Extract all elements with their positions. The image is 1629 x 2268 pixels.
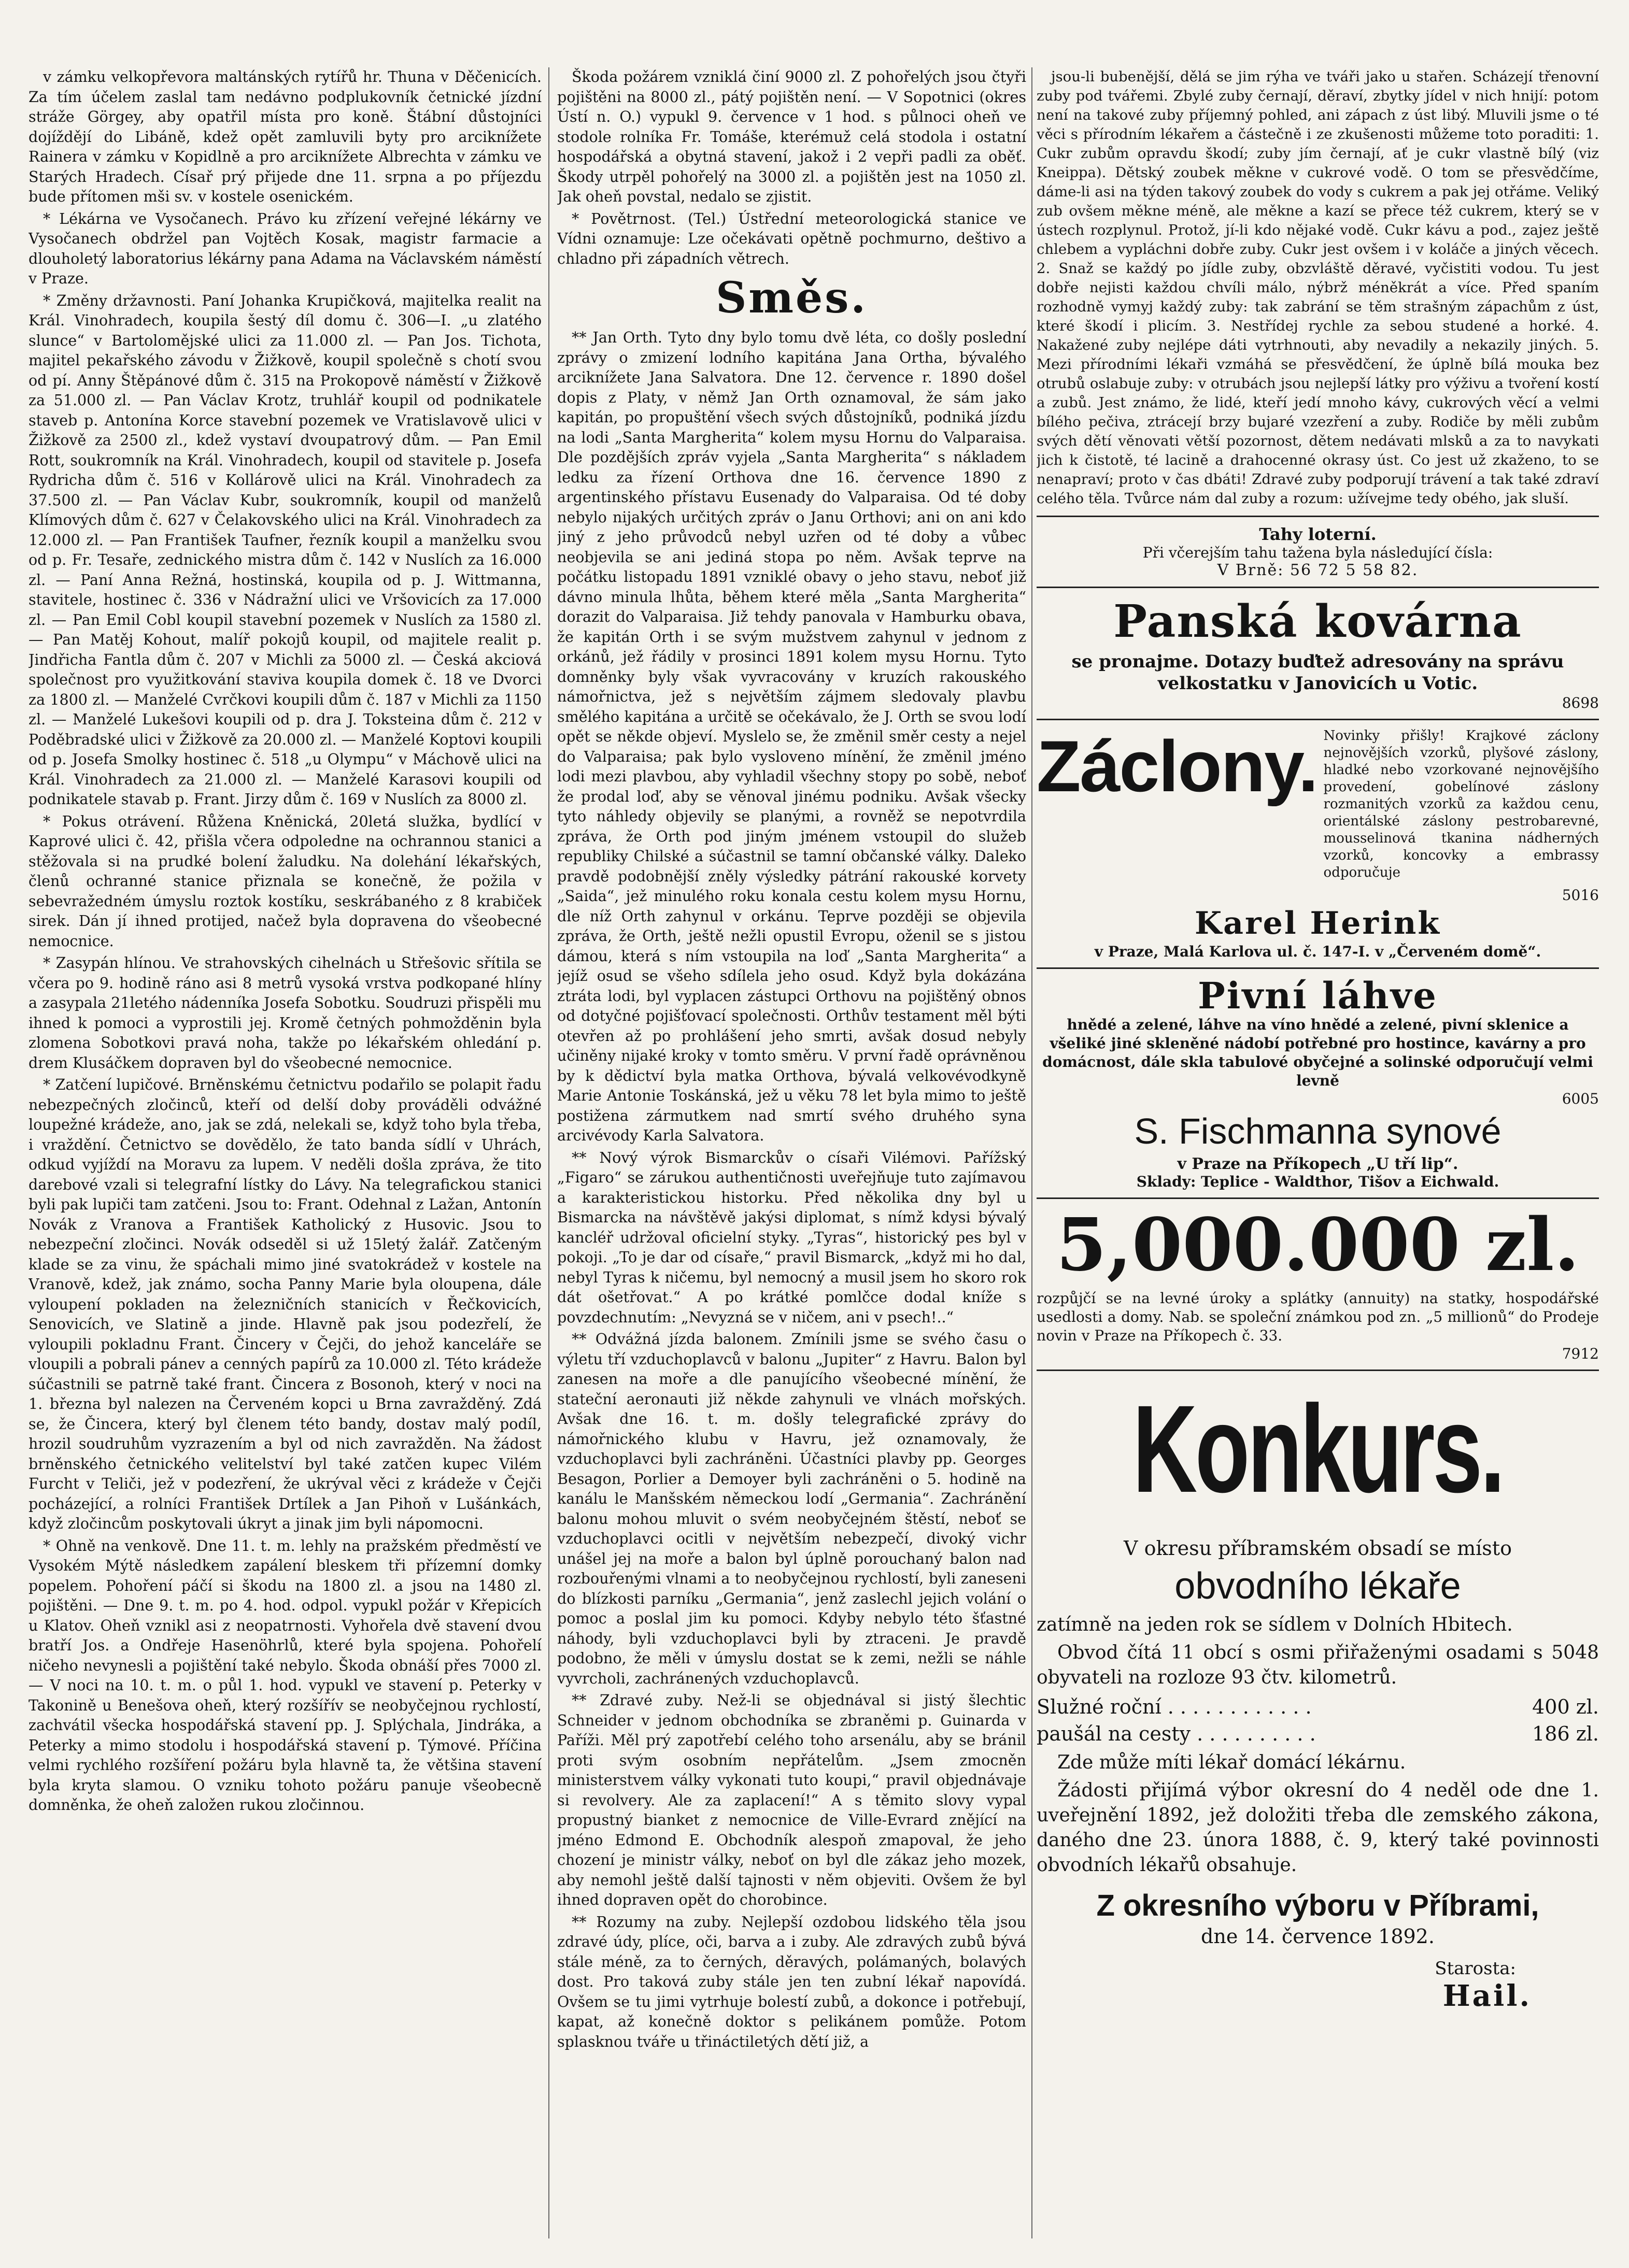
column-1 — [29, 67, 542, 2238]
column-2 — [557, 67, 1026, 2238]
ad-money-text: rozpůjčí se na levné úroky a splátky (annuity) na statky, hospodářské usedlosti a domy. Nab. se společní známkou pod zn. „5 millionů“ do Prodeje novin v Praze na Příkopech č. 33. — [1037, 1290, 1599, 1344]
konkurs-paragraph: Zde může míti lékař domácí lékárnu. — [1057, 1752, 1406, 1773]
ad-kovarna-text: se pronajme. Dotazy buďtež adresovány na správu velkostatku v Janovicích u Votic. — [1071, 651, 1564, 694]
ad-herink-address: v Praze, Malá Karlova ul. č. 147-I. v „Červeném domě“. — [1094, 943, 1541, 960]
ad-fischmann-stores: Sklady: Teplice - Waldthor, Tišov a Eichwald. — [1136, 1173, 1499, 1190]
lottery-values: 56 72 5 58 82. — [1290, 561, 1419, 579]
divider — [1037, 719, 1599, 720]
ad-lahve-text: hnědé a zelené, láhve na víno hnědé a zelené, pivní sklenice a všeliké jiné skleněné nádobí potřebné pro hostince, kavárny a pro domácnost, dále skla tabulové obyčejné a solinské odporučují velmi levně — [1042, 1016, 1593, 1089]
fee-value: 186 zl. — [1532, 1722, 1599, 1745]
ad-zaclony-title: Záclony. — [1037, 725, 1318, 807]
fee-label: Služné roční . . . . . . . . . . . . — [1037, 1695, 1312, 1718]
ad-herink-name: Karel Herink — [1195, 905, 1441, 942]
article-paragraph: jsou-li bubenější, dělá se jim rýha ve tváři jako u stařen. Scházejí třenovní zuby pod tvářemi. Zbylé zuby černají, děraví, zbytky jídel v nich hnijí: potom není na takové zuby příjemný pohled, ani zápach z úst libý. Mluvili jsme o té věci s přírodním lékařem a částečně i ze zkušenosti můžeme toto poraditi: 1. Cukr zubům opravdu škodí; zuby jím černají, ať je cukr vlastně bílý (viz Kneippa). Dětský zoubek měkne v cukrové vodě. O tom se přesvědčíme, dáme-li asi na týden takový zoubek do vody s cukrem a pak jej otřáme. Veliký zub ovšem měkne méně, ale měkne a kazí se přece též cukrem, který se v ústech rozplynul. Protož, jí-li kdo nějaké vodě. Cukr kávu a pod., zajez ještě chlebem a vypláchni dobře zuby. Cukr jest ovšem i v koláče a jiných věcech. 2. Snaž se každý po jídle zuby, obzvláště děravé, vyčistiti vodou. Tu jest dobře nejisti každou chvíli málo, nýbrž méněkrát a více. Před spaním rozhodně vymyj každý zuby: tak zabrání se těm strašným zápachům z úst, které škodí i plicím. 3. Nestřídej rychle za sebou studené a horké. 4. Nakažené zuby nejlépe dáti vytrhnouti, aby nevadily a nekazily jiných. 5. Mezi přírodními lékaři vzmáhá se přesvědčení, že úplně bílá mouka bez otrubů oslabuje zuby: v otrubách jsou nejlepší látky pro výživu a tvoření kostí a zubů. Jest známo, že lidé, kteří jedí mnoho kávy, cukrových věcí a velmi bílého pečiva, ztrácejí brzy bujaré vzezření a zuby. Rodiče by měli zubům svých dětí věnovati větší pozornost, dětem nedávati mlsků a za to navykati jich k čistotě, té lacině a drahocenné okrasy úst. Co jest už zkaženo, to se nenapraví; proto v čas dbáti! Zdravé zuby podporují trávení a tak také zdraví celého těla. Tvůrce nám dal zuby a rozum: užívejme tedy obého, jak sluší. — [1037, 68, 1599, 507]
divider — [1037, 1370, 1599, 1371]
konkurs-fee-row — [1037, 1720, 1599, 1747]
article-paragraph: * Změny državnosti. Paní Johanka Krupičková, majitelka realit na Král. Vinohradech, koupila šestý díl domu č. 306—I. „u zlatého slunce“ v Bartolomějské ulici za 11.000 zl. — Pan Jos. Tichota, majitel pekařského závodu v Žižkově, koupil společně s chotí svou od pí. Anny Štěpánové dům č. 315 na Prokopově náměstí v Žižkově za 51.000 zl. — Pan Václav Krotz, truhlář koupil od podnikatele staveb p. Antonína Korce stavební pozemek ve Vratislavově ulici v Žižkově za 2500 zl., kdež vystaví dvoupatrový dům. — Pan Emil Rott, soukromník na Král. Vinohradech, koupil od stavitele p. Josefa Rydricha dům č. 516 v Kollárově ulici na Král. Vinohradech za 37.500 zl. — Pan Václav Kubr, soukromník, koupil od manželů Klímových dům č. 627 v Čelakovského ulici na Král. Vinohradech za 12.000 zl. — Pan František Taufner, řezník koupil a manželku svou od p. Fr. Tesaře, zednického mistra dům č. 142 v Nuslích za 16.000 zl. — Paní Anna Režná, hostinská, koupila od p. J. Wittmanna, stavitele, hostinec č. 336 v Nádražní ulici ve Vršovicích za 17.000 zl. — Pan Emil Cobl koupil stavební pozemek v Nuslích za 1580 zl. — Pan Matěj Kohout, malíř pokojů koupil, od majitele realit p. Jindřicha Fantla dům č. 207 v Michli za 5000 zl. — Česká akciová společnost pro využitkování staviva koupila domek č. 18 ve Dvorci za 1800 zl. — Manželé Cvrčkovi koupili dům č. 187 v Michli za 1150 zl. — Manželé Lukešovi koupili od p. dra J. Toksteina dům č. 212 v Poděbradské ulici v Žižkově za 20.000 zl. — Manželé Koptovi koupili od p. Josefa Smolky hostinec č. 518 „u Olympu“ v Máchově ulici na Král. Vinohradech za 21.000 zl. — Manželé Karasovi koupili od podnikatele stavab p. Frant. Jirzy dům č. 169 v Nuslích za 8000 zl. — [29, 292, 542, 808]
konkurs-fee-row — [1037, 1693, 1599, 1720]
ad-lahve-title: Pivní láhve — [1198, 974, 1438, 1017]
article-paragraph: * Zatčení lupičové. Brněnskému četnictvu podařilo se polapit řadu nebezpečných zločinců, kteří od delší doby prováděli odvážné loupežné krádeže, ano, jak se zdá, nelekali se, když toho byla třeba, i vraždění. Četnictvo se dovědělo, že tato banda sídlí v Uhrách, odkud vyjíždí na Moravu za lupem. V neděli došla zpráva, že tito darebové vzali si telegrafní lístky do Lávy. Na telegrafickou stanici byli pak lupiči tam zatčeni. Jsou to: Frant. Odehnal z Lažan, Antonín Novák z Vranova a František Katholický z Husovic. Jsou to nebezpeční zločinci. Novák odseděl si už 15letý žalář. Zatčeným klade se za vinu, že spáchali mimo jiné svatokrádež v kostele na Vranově, kdež, jak známo, socha Panny Marie byla oloupena, dále vyloupení pokladen na železničních stanicích v Řečkovicích, Senovicích, ve Slatině a jinde. Hlavně pak jsou podezřelí, že vyloupili pokladnu Frant. Čincery v Čejči, do jehož kanceláře se vloupili a pobrali pánev a cenných papírů za 10.000 zl. Této krádeže súčastnili se patrně také frant. Čincera z Bosonoh, který v noci na 1. března byl nalezen na Červeném kopci u Brna zavražděný. Zdá se, že Čincera, který byl členem této bandy, dostav malý podíl, hrozil soudruhům vyzrazením a byl od nich zavražděn. Na žádost brněnského četnického velitelství byl také zatčen kupec Vilém Furcht v Teliči, jež v podezření, že ukrýval věci z krádeže v Čejči pocházející, a rolníci František Drtílek a Jan Pihoň v Lušánkách, když zločincům poskytovali úkryt a jinak jim byli nápomocni. — [29, 1076, 542, 1532]
divider — [1037, 587, 1599, 588]
signature: Hail. — [1442, 1979, 1532, 2013]
konkurs-post: obvodního lékaře — [1174, 1565, 1461, 1607]
ad-number: 8698 — [1562, 694, 1599, 711]
lottery-city: V Brně: — [1217, 561, 1284, 579]
konkurs-paragraph: Žádosti přijímá výbor okresní do 4 neděl ode dne 1. uveřejnění 1892, jež doložiti třeba dle zemského zákona, daného dne 23. února 1888, č. 9, který také povinnosti obvodních lékařů obsahuje. — [1037, 1780, 1599, 1876]
ad-kovarna-title: Panská kovárna — [1113, 595, 1522, 648]
ad-zaclony-text: Novinky přišly! Krajkové záclony nejnovějších vzorků, plyšové záslony, hladké nebo vzorkované nejnovějšího provedení, gobelínové záslony rozmanitých vzorků za každou cenu, orientálské záslony pestrobarevné, mousselinová tkanina nádherných vzorků, koncovky a embrassy odporučuje — [1323, 728, 1599, 880]
column-rule — [548, 67, 549, 2238]
article-paragraph: ** Rozumy na zuby. Nejlepší ozdobou lidského těla jsou zdravé údy, plíce, oči, barva a i zuby. Ale zdravých zubů bývá stále méně, za to černých, děravých, polámaných, bolavých dost. Pro taková zuby stále jen ten zubní lékař napovídá. Ovšem se tu jimi vytrhuje bolestí zubů, a dokonce i potřebují, kapat, až konečně doktor s pelikánem pomůže. Potom splasknou tváře u třináctiletých dětí již, a — [557, 1913, 1026, 2050]
column-3 — [1037, 67, 1599, 2238]
konkurs-paragraph: Obvod čítá 11 obcí s osmi přiřaženými osadami s 5048 obyvateli na rozloze 93 čtv. kilometrů. — [1037, 1642, 1599, 1688]
konkurs-intro: V okresu příbramském obsadí se místo — [1124, 1537, 1512, 1560]
article-paragraph: * Zasypán hlínou. Ve strahovských cihelnách u Střešovic sřítila se včera po 9. hodině ráno asi 8 metrů vysoká vrstva podkopané hlíny a zasypala 21letého nádenníka Josefa Sobotku. Soudruzi přispěli mu ihned k pomoci a vyprostili jej. Kromě četných pohmožděnin byla zlomena Sobotkovi pravá noha, takže po lékařském ohledání p. drem Klusáčkem dopraven byl do všeobecné nemocnice. — [29, 954, 542, 1072]
lottery-text: Při včerejším tahu tažena byla následující čísla: — [1142, 544, 1493, 561]
ad-fischmann-address: v Praze na Příkopech „U tří lip“. — [1177, 1155, 1458, 1173]
divider — [1037, 1197, 1599, 1199]
ad-number: 7912 — [1562, 1345, 1599, 1362]
lottery-title: Tahy loterní. — [1259, 524, 1377, 544]
article-paragraph: ** Odvážná jízda balonem. Zmínili jsme se svého času o výletu tří vzduchoplavců v balonu „Jupiter“ z Havru. Balon byl zanesen na moře a dle panujícího všeobecné mínění, že stateční aeronauti již někde zahynuli ve vlnách mořských. Avšak dne 16. t. m. došly telegrafické zprávy do námořnického klubu v Havru, jež oznamovaly, že vzduchoplavci byli zachráněni. Účastníci plavby pp. Georges Besagon, Porlier a Demoyer byli zachráněni o 5. hodině na kanálu le Manšském německou lodí „Germania“. Zachránění balonu mohou mluvit o svém neobyčejném štěstí, neboť se vzduchoplavci ocitli v největším nebezpečí, divoký vichr unášel jej na moře a balon byl úplně porouchaný balon nad rozbouřenými vlnami a to neobyčejnou rychlostí, byli zaneseni do blízkosti parníku „Germania“, jenž zaslechl jejich volání o pomoc a poslal jim ku pomoci. Kdyby nebylo této šťastné náhody, byli vzduchoplavci byli by ztraceni. Je pravdě podobno, že měli v úmyslu dostat se k zemi, nežli se náhle vyvrcholi, zachránených vzduchoplavců. — [557, 1331, 1026, 1687]
ad-zaclony — [1037, 725, 1599, 881]
article-paragraph: ** Jan Orth. Tyto dny bylo tomu dvě léta, co došly poslední zprávy o zmizení lodního kapitána Jana Ortha, bývalého arciknížete Jana Salvatora. Dne 12. července r. 1890 došel dopis z Platy, v němž Jan Orth oznamoval, že sám jako kapitán, po propuštění všech svých důstojníků, podniká jízdu na lodi „Santa Margherita“ kolem mysu Hornu do Valparaisa. Dle pozdějších zpráv vyjela „Santa Margherita“ s nákladem ledku za řízení Orthova dne 16. července 1890 z argentinského přístavu Eusenady do Valparaisa. Od té doby nebylo nijakých určitých zpráv o Janu Orthovi; ani on ani kdo jiný z jeho průvodců nebyl uzřen od té doby a vůbec neobjevila se ani jediná stopa po něm. Avšak teprve na počátku listopadu 1891 vzniklé obavy o jeho stavu, neboť již dávno minula lhůta, během které měla „Santa Margherita“ dorazit do Valparaisa. Již tehdy panovala v Hamburku obava, že kapitán Orth i se svým mužstvem zahynul v jednom z orkánů, jež řádily v prosinci 1891 kolem mysu Hornu. Tyto domněnky byly však vyvracovány v kruzích rakouského námořnictva, jež s největším zájmem sledovaly plavbu smělého kapitána a určitě se očekávalo, že J. Orth se svou lodí opět se někde objeví. Myslelo se, že změnil směr cesty a nejel do Valparaisa; pak bylo vysloveno mínění, že změnil jméno lodi mezi plavbou, aby vyhladil všechny stopy po sobě, neboť že prodal loď, aby se věnoval jinému podniku. Avšak všecky tyto náhledy objevily se planými, a rovněž se nepotvrdila zpráva, že Orth pod jiným jménem vstoupil do služeb republiky Chilské a súčastnil se tamní občanské války. Daleko pravdě podobnější zněly výsledky pátrání rakouské korvety „Saida“, jež minulého roku konala cestu kolem mysu Hornu, dle níž Orth zahynul v orkánu. Teprve později se objevila zpráva, že Orth, ještě nežli opustil Evropu, oženil se s jistou dámou, která s ním vstoupila na loď „Santa Margherita“ a jejíž osud se všeho sdílela jeho osud. Když byla dokázána ztráta lodi, byl vyplacen zástupci Orthovu na pojištěný obnos od dotyčné pojišťovací společnosti. Orthův testament měl býti otevřen až po prohlášení jeho smrti, avšak dosud nebyly učiněny nijaké kroky v tomto směru. V první řadě oprávněnou by k dědictví byla matka Orthova, bývalá velkovévodkyně Marie Antonie Toskánská, jež u věku 78 let byla mimo to ještě postižena zármutkem nad smrtí svého druhého syna arcivévody Karla Salvatora. — [557, 329, 1026, 1144]
article-paragraph: * Ohně na venkově. Dne 11. t. m. lehly na pražském předměstí ve Vysokém Mýtě následkem zapálení bleskem tři přízemní domky popelem. Pohoření páčí si škodu na 1800 zl. a jsou na 1480 zl. pojištěni. — Dne 9. t. m. po 4. hod. odpol. vypukl požár v Křepicích u Klatov. Oheň vznikl asi z neopatrnosti. Vyhořela dvě stavení dvou bratří Jos. a Ondřeje Hasenöhrlů, které byla spojena. Pohořelí ničeho nevynesli a pojištění také nebylo. Škoda obnáší přes 7000 zl. — V noci na 10. t. m. o půl 1. hod. vypukl ve stavení p. Peterky v Takonině u Benešova oheň, který rozšířív se neobyčejnou rychlostí, zachvátil všecka hospodářská stavení pp. J. Splýchala, Jindráka, a Peterky a mimo stodolu i hospodářská stavení p. Týmové. Příčina velmi rychlého rozšíření požáru byla hlavně ta, že většina stavení byla kryta slamou. O vzniku tohoto požáru panuje všeobecně domněnka, že oheň založen rukou zločinnou. — [29, 1537, 542, 1814]
ad-number: 5016 — [1562, 887, 1599, 904]
article-paragraph: * Lékárna ve Vysočanech. Právo ku zřízení veřejné lékárny ve Vysočanech obdržel pan Vojtěch Kosak, magistr farmacie a dlouholetý laboratorius lékárny pana Adama na Václavském náměstí v Praze. — [29, 210, 542, 287]
article-paragraph: ** Nový výrok Bismarckův o císaři Vilémovi. Pařížský „Figaro“ se zárukou authentičnosti uveřejňuje tuto zajímavou a karakteristickou historku. Před několika dny byl u Bismarcka na návštěvě jakýsi diplomat, s nímž kdysi bývalý kancléř udržoval oficielní styky. „Tyras“, historický pes byl v pokoji. „To je dar od císaře,“ pravil Bismarck, „když mi ho dal, nebyl Tyras k ničemu, byl nemocný a musil jsem ho skoro rok dát ošetřovat.“ A po krátké pomlčce dodal kníže s povzdechnutím: „Nevyzná se v ničem, ani v psech!..“ — [557, 1149, 1026, 1326]
konkurs-paragraph: zatímně na jeden rok se sídlem v Dolních Hbitech. — [1037, 1614, 1513, 1635]
fee-label: paušál na cesty . . . . . . . . . . — [1037, 1722, 1316, 1745]
column-rule — [1031, 67, 1032, 2238]
article-paragraph: Škoda požárem vzniklá činí 9000 zl. Z pohořelých jsou čtyři pojištěni na 8000 zl., pátý pojištěn není. — V Sopotnici (okres Ústí n. O.) vypukl 9. července v 1 hod. s půlnoci oheň ve stodole rolníka Fr. Tomáše, kterémuž celá stodola i ostatní hospodářská a obytná stavení, jakož i 2 vepři padli za oběť. Škody utrpěl pohořelý na 3000 zl. a pojištěn jest na 1050 zl. Jak oheň povstal, nedalo se zjistit. — [557, 68, 1026, 205]
article-paragraph: * Povětrnost. (Tel.) Ústřední meteorologická stanice ve Vídni oznamuje: Lze očekávati opětně pochmurno, deštivo a chladno při západních větrech. — [557, 210, 1026, 267]
konkurs-from: Z okresního výboru v Příbrami, — [1096, 1889, 1539, 1922]
article-paragraph: ** Zdravé zuby. Než-li se objednával si jistý šlechtic Schneider v jednom obchodníka se zbraněmi p. Guinarda v Paříži. Měl prý zapotřebí celého toho arsenálu, aby se bránil proti svým osobním nepřátelům. „Jsem zmocněn ministerstvem války vykonati tuto koupi,“ pravil objednávaje si revolvery. Ale za zaplacení!“ A s těmito slovy vypal propustný bianket z nemocnice de Ville-Evrard znějící na jméno Edmond E. Obchodník alespoň zmapoval, že jeho chození je ministr války, neboť on byl dle zákaz jeho mozek, aby nemohl ještě další tajnosti v něm objeviti. Ovšem že byl ihned dopraven opět do chorobince. — [557, 1692, 1026, 1908]
article-paragraph: v zámku velkopřevora maltánských rytířů hr. Thuna v Děčenicích. Za tím účelem zaslal tam nedávno podplukovník četnické jízdní stráže Görgey, aby opatřil místa pro koně. Štábní důstojníci dojíždějí do Libáně, kdež opět zamluvili byty pro arciknížete Rainera v zámku v Kopidlně a pro arciknížete Albrechta v zámku ve Starých Hradech. Císař prý přijede dne 11. srpna a po příjezdu bude přítomen mši sv. v kostele osenickém. — [29, 68, 542, 205]
lottery-numbers — [1037, 561, 1599, 579]
article-paragraph: * Pokus otrávení. Růžena Kněnická, 20letá služka, bydlící v Kaprové ulici č. 42, přišla včera odpoledne na ochrannou stanici a stěžovala si na prudké bolení žaludku. Na dolehání lékařských, členů ochranné stanice přiznala se konečně, že požila v sebevražedném úmyslu roztok kostíku, seskrábaného z 8 krabiček sirek. Dán jí ihned protijed, načež byla dopravena do všeobecné nemocnice. — [29, 812, 542, 950]
fee-value: 400 zl. — [1532, 1695, 1599, 1718]
section-heading: Směs. — [716, 273, 868, 323]
ad-number: 6005 — [1562, 1090, 1599, 1107]
konkurs-title: Konkurs. — [1132, 1379, 1503, 1518]
ad-fischmann-name: S. Fischmanna synové — [1134, 1111, 1501, 1151]
konkurs-date: dne 14. července 1892. — [1201, 1925, 1435, 1948]
divider — [1037, 516, 1599, 517]
divider — [1037, 967, 1599, 969]
ad-money-title: 5,000.000 zl. — [1056, 1203, 1580, 1288]
signature-label: Starosta: — [1435, 1958, 1516, 1979]
